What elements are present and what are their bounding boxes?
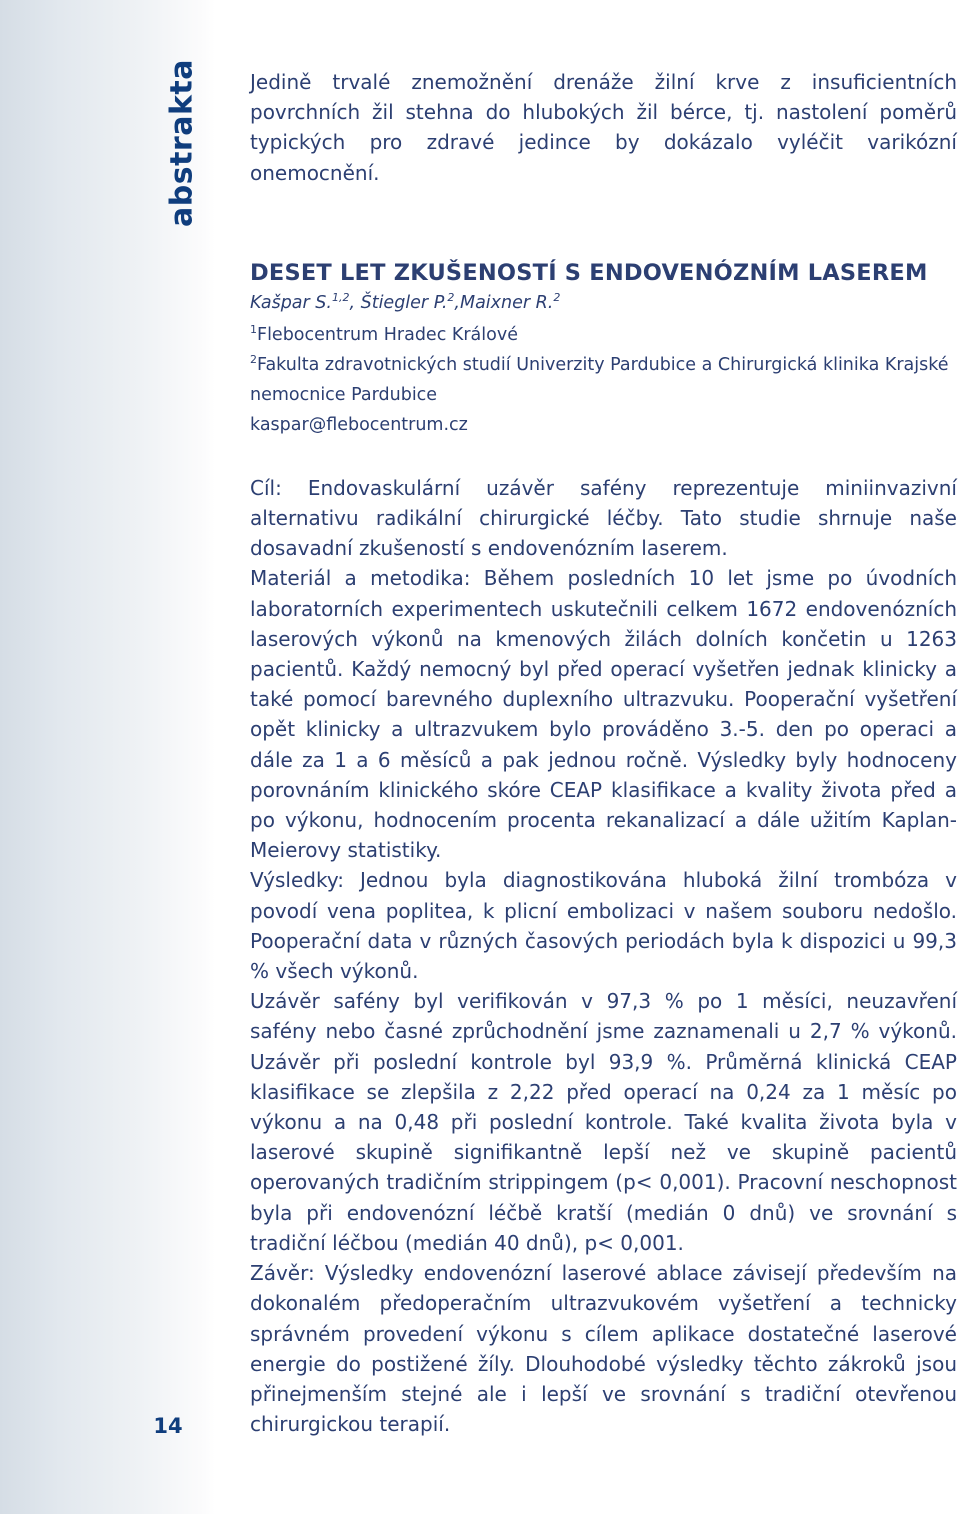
abstract-body	[250, 473, 957, 1440]
abstract-paragraph-results: Výsledky: Jednou byla diagnostikována hluboká žilní trombóza v povodí vena poplitea, k plicní embolizaci v našem souboru nedošlo. Pooperační data v různých časových periodách byla k dispozici u 99,3 % všech výkonů.	[250, 868, 957, 984]
page-content	[250, 67, 957, 1439]
abstract-paragraph-conclusion: Závěr: Výsledky endovenózní laserové ablace závisejí především na dokonalém předoperačním ultrazvukovém vyšetření a technicky správném provedení výkonu s cílem aplikace dostatečné laserové energie do postižené žíly. Dlouhodobé výsledky těchto zákroků jsou přinejmenším stejné ale i lepší ve srovnání s tradiční otevřenou chirurgickou terapií.	[250, 1261, 957, 1437]
author-line	[250, 286, 957, 320]
author-affiliation-mark: 1,2	[331, 290, 350, 304]
affiliation-number: 1	[250, 322, 257, 336]
abstract-paragraph-aim: Cíl: Endovaskulární uzávěr safény reprezentuje miniinvazivní alternativu radikální chirurgické léčby. Tato studie shrnuje naše dosavadní zkušeností s endovenózním laserem.	[250, 475, 957, 561]
abstract-paragraph-results-continued: Uzávěr safény byl verifikován v 97,3 % po 1 měsíci, neuzavření safény nebo časné zprůchodnění jsme zaznamenali u 2,7 % výkonů. Uzávěr při poslední kontrole byl 93,9 %. Průměrná klinická CEAP klasifikace se zlepšila z 2,22 před operací na 0,24 za 1 měsíc po výkonu a na 0,48 při poslední kontrole. Také kvalita života byla v laserové skupině signifikantně lepší než ve skupině pacientů operovaných tradičním strippingem (p< 0,001). Pracovní neschopnost byla při endovenózní léčbě kratší (medián 0 dnů) ve srovnání s tradiční léčbou (medián 40 dnů), p< 0,001.	[250, 989, 957, 1255]
article-title: DESET LET ZKUŠENOSTÍ S ENDOVENÓZNÍM LASEREM	[250, 259, 928, 286]
author-email: kaspar@flebocentrum.cz	[250, 414, 468, 435]
author-affiliation-mark: 2	[447, 290, 455, 304]
author-name: , Štiegler P.	[349, 292, 448, 313]
affiliation-number: 2	[250, 352, 257, 366]
page-number: 14	[153, 1414, 183, 1438]
affiliation-text: Fakulta zdravotnických studií Univerzity Pardubice a Chirurgická klinika Krajské nemocnice Pardubice	[250, 354, 949, 405]
sidebar-band	[0, 0, 215, 1514]
affiliation-2	[250, 350, 957, 410]
affiliation-text: Flebocentrum Hradec Králové	[257, 324, 518, 345]
intro-paragraph: Jedině trvalé znemožnění drenáže žilní krve z insuficientních povrchních žil stehna do hlubokých žil bérce, tj. nastolení poměrů typických pro zdravé jedince by dokázalo vyléčit varikózní onemocnění.	[250, 70, 957, 185]
author-name: ,Maixner R.	[454, 292, 554, 313]
affiliation-1	[250, 320, 957, 350]
section-label: abstrakta	[164, 59, 200, 227]
abstract-paragraph-methods: Materiál a metodika: Během posledních 10 let jsme po úvodních laboratorních experimentech uskutečnili celkem 1672 endovenózních laserových výkonů na kmenových žilách dolních končetin u 1263 pacientů. Každý nemocný byl před operací vyšetřen jednak klinicky a také pomocí barevného duplexního ultrazvuku. Pooperační vyšetření opět klinicky a ultrazvukem bylo prováděno 3.-5. den po operaci a dále za 1 a 6 měsíců a pak jednou ročně. Výsledky byly hodnoceny porovnáním klinického skóre CEAP klasifikace a kvality života před a po výkonu, hodnocením procenta rekanalizací a dále užitím Kaplan-Meierovy statistiky.	[250, 566, 957, 863]
author-affiliation-mark: 2	[553, 290, 561, 304]
author-name: Kašpar S.	[250, 292, 332, 313]
